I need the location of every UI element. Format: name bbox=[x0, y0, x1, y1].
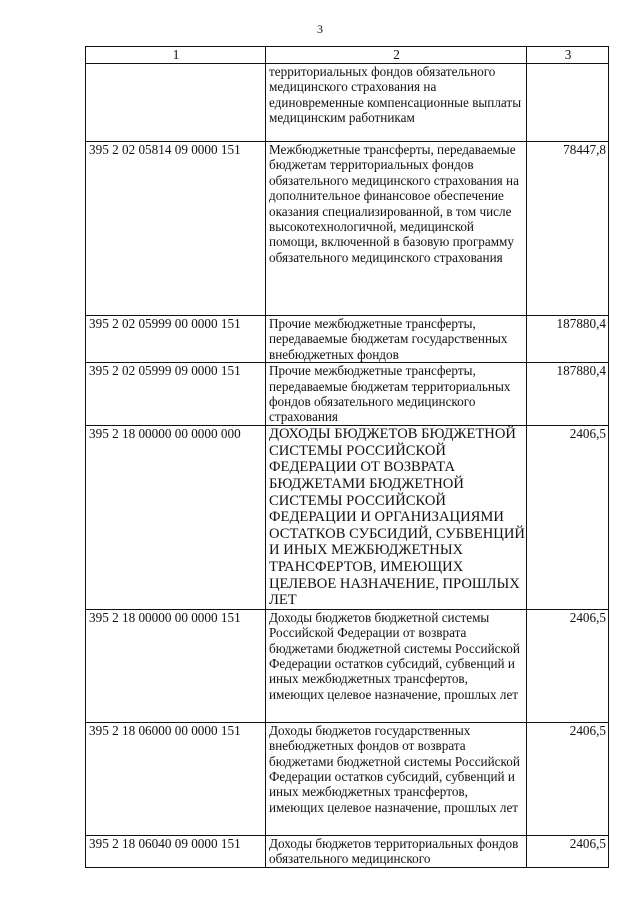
budget-revenue-table bbox=[85, 46, 609, 868]
row-amount: 187880,4 bbox=[527, 316, 609, 363]
row-amount bbox=[527, 64, 609, 142]
row-amount: 78447,8 bbox=[527, 142, 609, 316]
row-description: Прочие межбюджетные трансферты, передаваемые бюджетам государственных внебюджетных фондов bbox=[266, 316, 527, 363]
row-code: 395 2 02 05999 09 0000 151 bbox=[86, 363, 266, 426]
row-code: 395 2 02 05999 00 0000 151 bbox=[86, 316, 266, 363]
row-amount: 2406,5 bbox=[527, 722, 609, 835]
row-description: Межбюджетные трансферты, передаваемые бюджетам территориальных фондов обязательного медицинского страхования на дополнительное финансовое обеспечение оказания специализированной, в том числе высокотехнологичной, медицинской помощи, включенной в базовую программу обязательного медицинского страхования bbox=[266, 142, 527, 316]
table-row bbox=[86, 722, 609, 835]
row-description: Доходы бюджетов бюджетной системы Российской Федерации от возврата бюджетами бюджетной системы Российской Федерации остатков субсидий, субвенций и иных межбюджетных трансфертов, имеющих целевое назначение, прошлых лет bbox=[266, 609, 527, 722]
row-code: 395 2 18 00000 00 0000 000 bbox=[86, 426, 266, 610]
row-code: 395 2 18 06000 00 0000 151 bbox=[86, 722, 266, 835]
page-number: 3 bbox=[317, 22, 323, 36]
row-description: ДОХОДЫ БЮДЖЕТОВ БЮДЖЕТНОЙ СИСТЕМЫ РОССИЙСКОЙ ФЕДЕРАЦИИ ОТ ВОЗВРАТА БЮДЖЕТАМИ БЮДЖЕТНОЙ СИСТЕМЫ РОССИЙСКОЙ ФЕДЕРАЦИИ И ОРГАНИЗАЦИЯМИ ОСТАТКОВ СУБСИДИЙ, СУБВЕНЦИЙ И ИНЫХ МЕЖБЮДЖЕТНЫХ ТРАНСФЕРТОВ, ИМЕЮЩИХ ЦЕЛЕВОЕ НАЗНАЧЕНИЕ, ПРОШЛЫХ ЛЕТ bbox=[266, 426, 527, 610]
table-row bbox=[86, 363, 609, 426]
row-description: Доходы бюджетов государственных внебюджетных фондов от возврата бюджетами бюджетной системы Российской Федерации остатков субсидий, субвенций и иных межбюджетных трансфертов, имеющих целевое назначение, прошлых лет bbox=[266, 722, 527, 835]
row-description: территориальных фондов обязательного медицинского страхования на единовременные компенсационные выплаты медицинским работникам bbox=[266, 64, 527, 142]
table-row bbox=[86, 142, 609, 316]
row-amount: 2406,5 bbox=[527, 609, 609, 722]
row-code bbox=[86, 64, 266, 142]
table-row bbox=[86, 835, 609, 867]
table-row bbox=[86, 64, 609, 142]
row-amount: 187880,4 bbox=[527, 363, 609, 426]
column-header-code: 1 bbox=[86, 47, 266, 64]
table-row bbox=[86, 609, 609, 722]
row-amount: 2406,5 bbox=[527, 426, 609, 610]
column-header-amount: 3 bbox=[527, 47, 609, 64]
column-header-description: 2 bbox=[266, 47, 527, 64]
table-row bbox=[86, 316, 609, 363]
row-description: Доходы бюджетов территориальных фондов обязательного медицинского bbox=[266, 835, 527, 867]
row-amount: 2406,5 bbox=[527, 835, 609, 867]
table-header-row bbox=[86, 47, 609, 64]
row-description: Прочие межбюджетные трансферты, передаваемые бюджетам территориальных фондов обязательного медицинского страхования bbox=[266, 363, 527, 426]
row-code: 395 2 18 06040 09 0000 151 bbox=[86, 835, 266, 867]
table-row bbox=[86, 426, 609, 610]
row-code: 395 2 02 05814 09 0000 151 bbox=[86, 142, 266, 316]
row-code: 395 2 18 00000 00 0000 151 bbox=[86, 609, 266, 722]
